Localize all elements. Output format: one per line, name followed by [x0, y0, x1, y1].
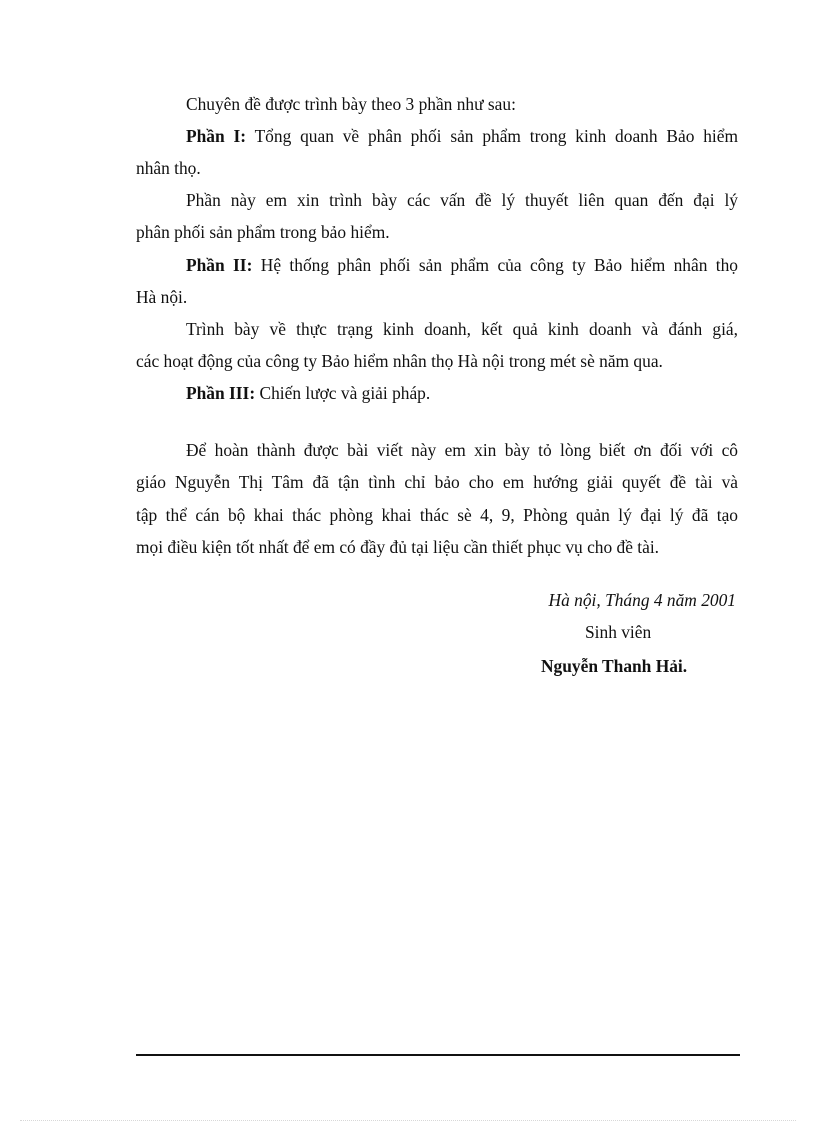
thanks-line1: Để hoàn thành được bài viết này em xin bày tỏ lòng biết ơn đối với cô — [186, 440, 738, 460]
part2-title-cont: Hà nội. — [136, 287, 188, 307]
part1-title: Tổng quan về phân phối sản phẩm trong kinh doanh Bảo hiểm — [254, 126, 738, 146]
part3-label: Phần III: — [186, 383, 256, 403]
part1-desc-line1: Phần này em xin trình bày các vấn đề lý thuyết liên quan đến đại lý — [186, 190, 738, 210]
part1-heading — [136, 120, 738, 152]
part1-desc-line2: phân phối sản phẩm trong bảo hiểm. — [136, 222, 390, 242]
part2-heading — [136, 249, 738, 281]
thanks-line2: giáo Nguyễn Thị Tâm đã tận tình chỉ bảo cho em hướng giải quyết đề tài và — [136, 472, 738, 492]
signature-role: Sinh viên — [585, 622, 652, 642]
part3-heading — [136, 377, 738, 409]
signature-name: Nguyễn Thanh Hải. — [541, 656, 688, 676]
page-edge-divider — [20, 1120, 796, 1121]
part1-label: Phần I: — [186, 126, 247, 146]
thanks-line4: mọi điều kiện tốt nhất để em có đầy đủ tại liệu cần thiết phục vụ cho đề tài. — [136, 537, 660, 557]
part2-desc-line2: các hoạt động của công ty Bảo hiểm nhân thọ Hà nội trong mét sè năm qua. — [136, 351, 663, 371]
signature-date: Hà nội, Tháng 4 năm 2001 — [548, 590, 736, 610]
part1-title-cont: nhân thọ. — [136, 158, 201, 178]
part3-title: Chiến lược và giải pháp. — [259, 383, 431, 403]
thanks-line3: tập thể cán bộ khai thác phòng khai thác sè 4, 9, Phòng quản lý đại lý đã tạo — [136, 505, 738, 525]
part2-desc-line1: Trình bày về thực trạng kinh doanh, kết quả kinh doanh và đánh giá, — [186, 319, 738, 339]
part2-label: Phần II: — [186, 255, 253, 275]
part2-title: Hệ thống phân phối sản phẩm của công ty Bảo hiểm nhân thọ — [260, 255, 738, 275]
intro-line: Chuyên đề được trình bày theo 3 phần như sau: — [186, 94, 516, 114]
footer-rule — [136, 1054, 740, 1056]
